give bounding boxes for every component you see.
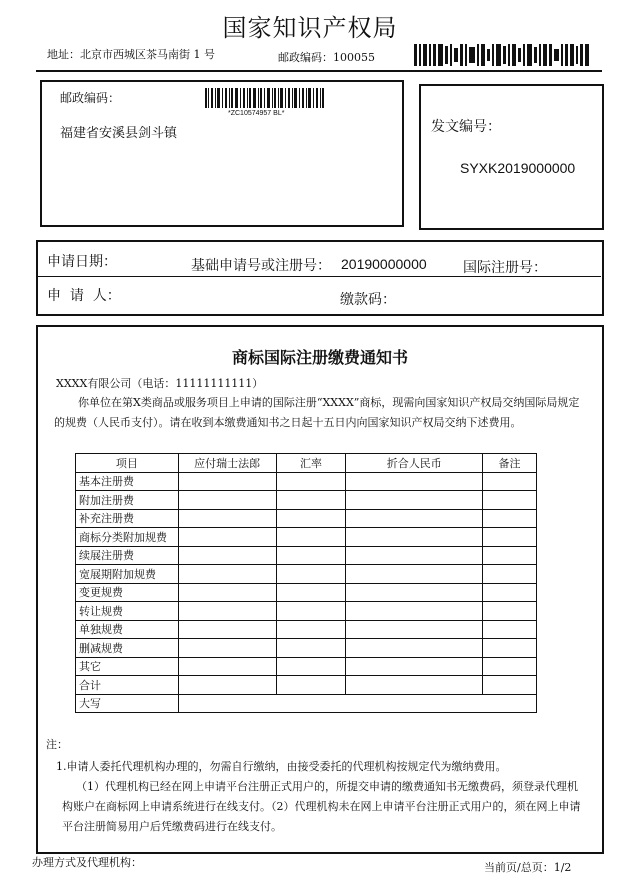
handler-label: 办理方式及代理机构： xyxy=(32,856,142,869)
header-item: 项目 xyxy=(76,454,179,473)
recipient-barcode xyxy=(205,88,325,108)
base-reg-value: 20190000000 xyxy=(341,256,427,272)
doc-number-value: SYXK2019000000 xyxy=(460,160,576,176)
table-row xyxy=(76,583,537,602)
row-label: 补充注册费 xyxy=(76,509,179,528)
page-title: 国家知识产权局 xyxy=(222,14,398,42)
notes-item1: 1.申请人委托代理机构办理的，勿需自行缴纳，由接受委托的代理机构按规定代为缴纳费用。 xyxy=(56,760,507,773)
header-divider xyxy=(36,70,602,72)
info-box xyxy=(36,240,604,316)
table-row xyxy=(76,694,537,713)
table-row xyxy=(76,546,537,565)
row-label: 附加注册费 xyxy=(76,491,179,510)
table-row xyxy=(76,620,537,639)
recipient-barcode-text: *ZC10574957 BL* xyxy=(228,110,285,117)
doc-number-label: 发文编号： xyxy=(431,119,501,135)
company-line: XXXX有限公司（电话：11111111111） xyxy=(56,377,264,390)
payment-code-label: 缴款码： xyxy=(340,292,396,308)
row-label: 其它 xyxy=(76,657,179,676)
address: 地址：北京市西城区茶马南街 1 号 xyxy=(47,48,215,61)
notes-item1-detail: （1）代理机构已经在网上申请平台注册正式用户的，所提交申请的缴费通知书无缴费码，须登录代理机构账户在商标网上申请系统进行在线支付。（2）代理机构未在网上申请平台注册正式用户的，须在网上申请平台注册简易用户后凭缴费码进行在线支付。 xyxy=(62,780,581,833)
fee-table xyxy=(75,453,537,713)
table-row xyxy=(76,472,537,491)
row-label: 单独规费 xyxy=(76,620,179,639)
notice-body: 你单位在第X类商品或服务项目上申请的国际注册“XXXX”商标，现需向国家知识产权局交纳国际局规定的规费（人民币支付）。请在收到本缴费通知书之日起十五日内向国家知识产权局交纳下述费用。 xyxy=(54,396,580,429)
row-label: 合计 xyxy=(76,676,179,695)
applicant-label: 申 请 人： xyxy=(47,288,121,304)
row-label: 大写 xyxy=(76,694,179,713)
row-label: 续展注册费 xyxy=(76,546,179,565)
table-row xyxy=(76,509,537,528)
intl-reg-label: 国际注册号： xyxy=(463,260,547,276)
table-row xyxy=(76,602,537,621)
notes-label: 注： xyxy=(46,738,68,751)
row-label: 商标分类附加规费 xyxy=(76,528,179,547)
table-row xyxy=(76,528,537,547)
table-row xyxy=(76,676,537,695)
row-label: 转让规费 xyxy=(76,602,179,621)
row-label: 变更规费 xyxy=(76,583,179,602)
recipient-postal-label: 邮政编码： xyxy=(60,91,121,105)
apply-date-label: 申请日期： xyxy=(47,254,117,270)
row-label: 基本注册费 xyxy=(76,472,179,491)
header-remark: 备注 xyxy=(483,454,537,473)
doc-number-box xyxy=(419,84,604,230)
row-label: 删减规费 xyxy=(76,639,179,658)
header-rmb: 折合人民币 xyxy=(346,454,483,473)
recipient-address: 福建省安溪县剑斗镇 xyxy=(60,126,178,141)
fee-table-header xyxy=(76,454,537,473)
page-indicator: 当前页/总页：1/2 xyxy=(484,861,572,874)
notice-heading: 商标国际注册缴费通知书 xyxy=(231,348,408,367)
header-chf: 应付瑞士法郎 xyxy=(178,454,276,473)
base-reg-label: 基础申请号或注册号： xyxy=(191,258,331,274)
table-row xyxy=(76,491,537,510)
table-row xyxy=(76,657,537,676)
top-barcode xyxy=(414,44,590,66)
postal-code: 邮政编码：100055 xyxy=(278,51,375,64)
table-row xyxy=(76,565,537,584)
table-row xyxy=(76,639,537,658)
row-label: 宽展期附加规费 xyxy=(76,565,179,584)
header-rate: 汇率 xyxy=(276,454,346,473)
